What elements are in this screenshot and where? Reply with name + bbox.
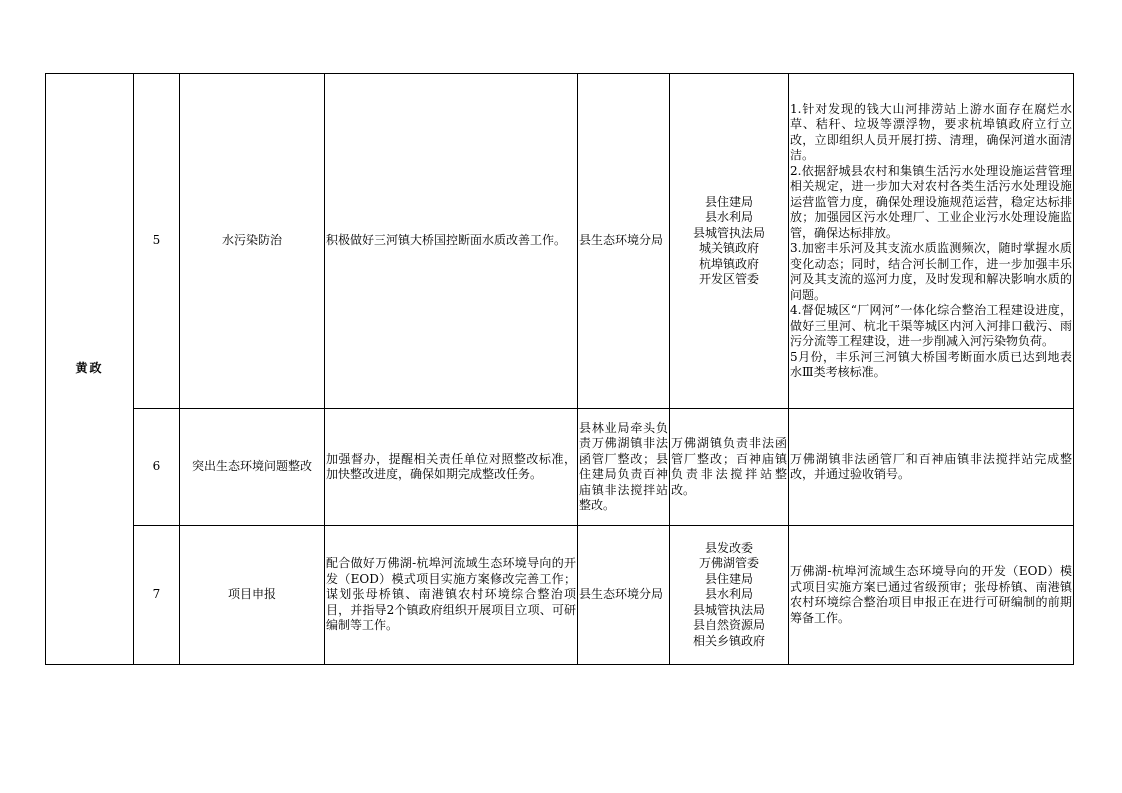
row-number: 6 [134,409,180,526]
progress-paragraph: 万佛湖-杭埠河流域生态环境导向的开发（EOD）模式项目实施方案已通过省级预审；张母桥镇、南港镇农村环境综合整治项目申报正在进行可研编制的前期筹备工作。 [790,564,1072,625]
lead-unit: 县林业局牵头负责万佛湖镇非法函管厂整改；县住建局负责百神庙镇非法搅拌站整改。 [578,409,670,526]
responsible-unit: 县城管执法局 [692,602,765,617]
work-item: 水污染防治 [180,74,325,409]
progress-paragraph: 1.针对发现的钱大山河排涝站上游水面存在腐烂水草、秸秆、垃圾等漂浮物，要求杭埠镇政府立行立改，立即组织人员开展打捞、清理，确保河道水面清洁。 [790,101,1072,162]
task-table [45,73,1074,665]
responsible-unit: 杭埠镇政府 [698,256,759,271]
table-row [46,409,1074,526]
task-description: 配合做好万佛湖-杭埠河流域生态环境导向的开发（EOD）模式项目实施方案修改完善工作；谋划张母桥镇、南港镇农村环境综合整治项目，并指导2个镇政府组织开展项目立项、可研编制等工作。 [325,526,578,665]
progress-paragraph: 万佛湖镇非法函管厂和百神庙镇非法搅拌站完成整改，并通过验收销号。 [790,451,1072,481]
progress-paragraph: 5月份，丰乐河三河镇大桥国考断面水质已达到地表水Ⅲ类考核标准。 [790,349,1072,379]
responsible-unit: 县发改委 [704,540,753,555]
lead-unit: 县生态环境分局 [578,74,670,409]
progress-paragraph: 2.依据舒城县农村和集镇生活污水处理设施运营管理相关规定，进一步加大对农村各类生活污水处理设施运营监管力度，确保处理设施规范运营，稳定达标排放；加强园区污水处理厂、工业企业污水处理设施监管，确保达标排放。 [790,163,1072,240]
responsible-unit: 相关乡镇政府 [692,633,765,648]
progress-cell [789,74,1074,409]
responsible-unit: 县城管执法局 [692,225,765,240]
responsible-unit: 县水利局 [704,587,753,602]
lead-unit: 县生态环境分局 [578,526,670,665]
work-item: 项目申报 [180,526,325,665]
responsible-unit: 开发区管委 [698,272,759,286]
work-item: 突出生态环境问题整改 [180,409,325,526]
table-row [46,74,1074,409]
responsible-units [670,526,789,665]
responsible-unit: 县住建局 [704,571,753,586]
progress-paragraph: 3.加密丰乐河及其支流水质监测频次，随时掌握水质变化动态；同时，结合河长制工作，进一步加强丰乐河及其支流的巡河力度，及时发现和解决影响水质的问题。 [790,241,1072,302]
responsible-unit: 城关镇政府 [698,241,759,255]
row-number: 7 [134,526,180,665]
table-row [46,526,1074,665]
row-number: 5 [134,74,180,409]
responsible-unit: 县住建局 [704,194,753,209]
leader-cell: 黄政 [46,74,134,665]
task-description: 加强督办，提醒相关责任单位对照整改标准，加快整改进度，确保如期完成整改任务。 [325,409,578,526]
responsible-units: 万佛湖镇负责非法函管厂整改；百神庙镇负责非法搅拌站整改。 [670,409,789,526]
progress-paragraph: 4.督促城区“厂网河”一体化综合整治工程建设进度，做好三里河、杭北干渠等城区内河入河排口截污、雨污分流等工程建设，进一步削减入河污染物负荷。 [790,303,1072,348]
responsible-unit: 县水利局 [704,210,753,224]
task-description: 积极做好三河镇大桥国控断面水质改善工作。 [325,74,578,409]
progress-cell [789,409,1074,526]
responsible-units [670,74,789,409]
responsible-unit: 县自然资源局 [692,618,765,633]
progress-cell [789,526,1074,665]
responsible-unit: 万佛湖管委 [698,556,759,571]
